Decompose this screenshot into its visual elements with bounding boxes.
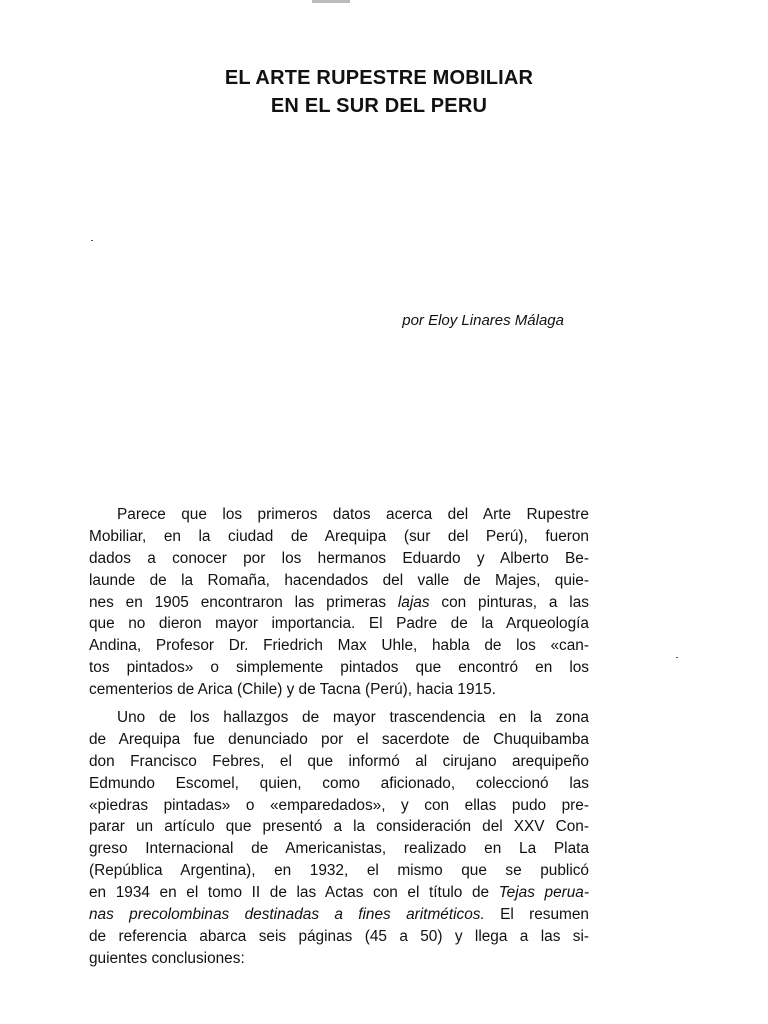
text-run: que no dieron mayor importancia. El Padre de la Arqueología — [89, 615, 589, 633]
text-run: Edmundo Escomel, quien, como aficionado, coleccionó las — [89, 774, 589, 792]
paragraph-2-line — [89, 904, 589, 926]
paragraph-1-line — [89, 613, 589, 635]
paragraph-2-line — [89, 882, 589, 904]
paragraph-1-line — [89, 570, 589, 592]
text-run: de referencia abarca seis páginas (45 a 50) y llega a las si- — [89, 927, 589, 945]
text-run: El resumen — [484, 906, 589, 924]
paragraph-1-line — [89, 592, 589, 614]
text-run: parar un artículo que presentó a la consideración del XXV Con- — [89, 818, 589, 836]
text-run: con pinturas, a las — [429, 593, 589, 611]
text-run: don Francisco Febres, el que informó al cirujano arequipeño — [89, 752, 589, 770]
text-run: cementerios de Arica (Chile) y de Tacna (Perú), hacia 1915. — [89, 681, 496, 699]
title-line-1: EL ARTE RUPESTRE MOBILIAR — [224, 67, 534, 89]
paragraph-1-line — [89, 504, 589, 526]
paragraph-2-line — [89, 816, 589, 838]
paragraph-2-line — [89, 773, 589, 795]
scan-speck — [91, 240, 93, 241]
article-title — [120, 64, 638, 120]
text-run: launde de la Romaña, hacendados del valle de Majes, quie- — [89, 571, 589, 589]
text-run: en 1934 en el tomo II de las Actas con el título de — [89, 884, 499, 902]
italic-text-run: Tejas perua- — [498, 884, 589, 902]
text-run: (República Argentina), en 1932, el mismo que se publicó — [89, 862, 589, 880]
text-run: Parece que los primeros datos acerca del Arte Rupestre — [117, 506, 589, 523]
paragraph-2-line — [89, 948, 589, 970]
text-run: dados a conocer por los hermanos Eduardo y Alberto Be- — [89, 549, 589, 567]
text-run: tos pintados» o simplemente pintados que encontró en los — [89, 659, 589, 677]
paragraph-1-line — [89, 657, 589, 679]
title-line-2: EN EL SUR DEL PERU — [270, 95, 488, 117]
text-run: «piedras pintadas» o «emparedados», y con ellas pudo pre- — [89, 796, 589, 814]
scan-artifact-top — [312, 0, 350, 3]
paragraph-2-line — [89, 926, 589, 948]
paragraph-1-line — [89, 635, 589, 657]
text-run: de Arequipa fue denunciado por el sacerdote de Chuquibamba — [89, 730, 589, 748]
text-run: guientes conclusiones: — [89, 949, 245, 967]
author-byline: por Eloy Linares Málaga — [402, 312, 564, 329]
paragraph-2-line — [89, 751, 589, 773]
text-run: Andina, Profesor Dr. Friedrich Max Uhle, habla de los «can- — [89, 637, 589, 655]
paragraph-2-line — [89, 838, 589, 860]
paragraph-2-line — [89, 795, 589, 817]
paragraph-1-line — [89, 679, 589, 701]
text-run: nes en 1905 encontraron las primeras — [89, 593, 398, 611]
italic-text-run: lajas — [397, 593, 430, 611]
paragraph-2-line — [89, 729, 589, 751]
text-run: Mobiliar, en la ciudad de Arequipa (sur del Perú), fueron — [89, 527, 589, 545]
paragraph-1-line — [89, 548, 589, 570]
text-run: greso Internacional de Americanistas, realizado en La Plata — [89, 840, 589, 858]
paragraph-2-line — [89, 860, 589, 882]
article-body — [89, 504, 589, 970]
text-run: Uno de los hallazgos de mayor trascendencia en la zona — [117, 709, 589, 727]
italic-text-run: nas precolombinas destinadas a fines aritméticos. — [89, 906, 485, 924]
paragraph-1-line — [89, 526, 589, 548]
scan-speck — [676, 657, 678, 658]
paragraph-2-line — [89, 707, 589, 729]
